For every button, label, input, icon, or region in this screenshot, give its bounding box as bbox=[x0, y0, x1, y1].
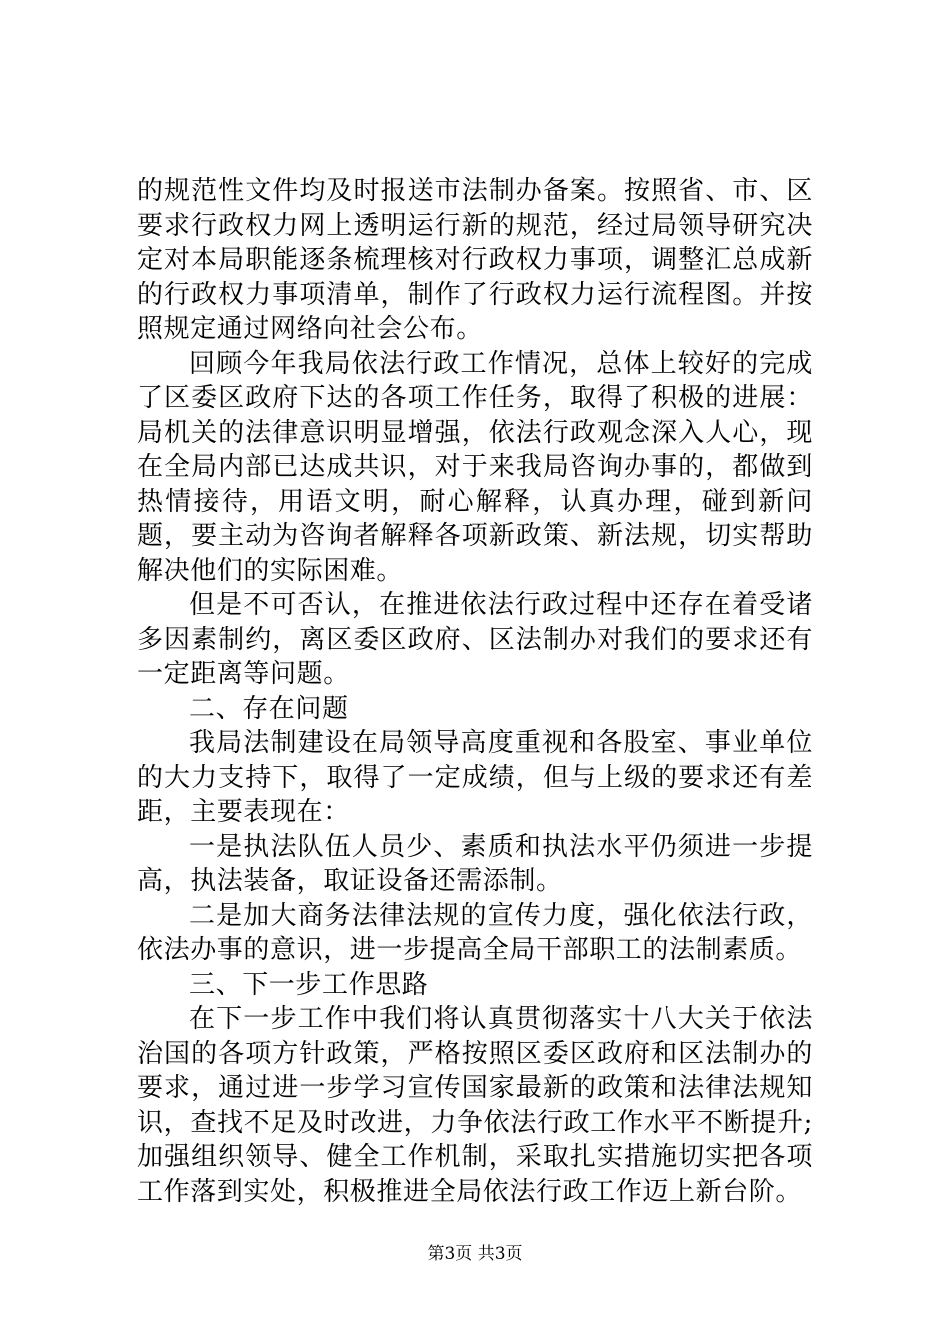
paragraph-continuation: 的规范性文件均及时报送市法制办备案。按照省、市、区要求行政权力网上透明运行新的规范，经过局领导研究决定对本局职能逐条梳理核对行政权力事项，调整汇总成新的行政权力事项清单，制作了行政权力运行流程图。并按照规定通过网络向社会公布。 bbox=[137, 176, 813, 344]
paragraph-problem-one: 一是执法队伍人员少、素质和执法水平仍须进一步提高，执法装备，取证设备还需添制。 bbox=[137, 831, 813, 896]
section-heading-next-steps: 三、下一步工作思路 bbox=[189, 969, 429, 1000]
paragraph-next-steps: 在下一步工作中我们将认真贯彻落实十八大关于依法治国的各项方针政策，严格按照区委区政府和区法制办的要求，通过进一步学习宣传国家最新的政策和法律法规知识，查找不足及时改进，力争依法行政工作水平不断提升;加强组织领导、健全工作机制，采取扎实措施切实把各项工作落到实处，积极推进全局依法行政工作迈上新台阶。 bbox=[137, 1004, 813, 1207]
page-number-footer: 第3页 共3页 bbox=[427, 1244, 523, 1264]
paragraph-however: 但是不可否认，在推进依法行政过程中还存在着受诸多因素制约，离区委区政府、区法制办对我们的要求还有一定距离等问题。 bbox=[137, 590, 813, 689]
section-heading-problems: 二、存在问题 bbox=[189, 693, 349, 724]
paragraph-problems-intro: 我局法制建设在局领导高度重视和各股室、事业单位的大力支持下，取得了一定成绩，但与上级的要求还有差距，主要表现在： bbox=[137, 728, 813, 827]
paragraph-problem-two: 二是加大商务法律法规的宣传力度，强化依法行政，依法办事的意识，进一步提高全局干部职工的法制素质。 bbox=[137, 900, 813, 965]
paragraph-review: 回顾今年我局依法行政工作情况，总体上较好的完成了区委区政府下达的各项工作任务，取得了积极的进展：局机关的法律意识明显增强，依法行政观念深入人心，现在全局内部已达成共识，对于来我局咨询办事的，都做到热情接待，用语文明，耐心解释，认真办理，碰到新问题，要主动为咨询者解释各项新政策、新法规，切实帮助解决他们的实际困难。 bbox=[137, 348, 813, 586]
document-body bbox=[137, 174, 813, 1209]
